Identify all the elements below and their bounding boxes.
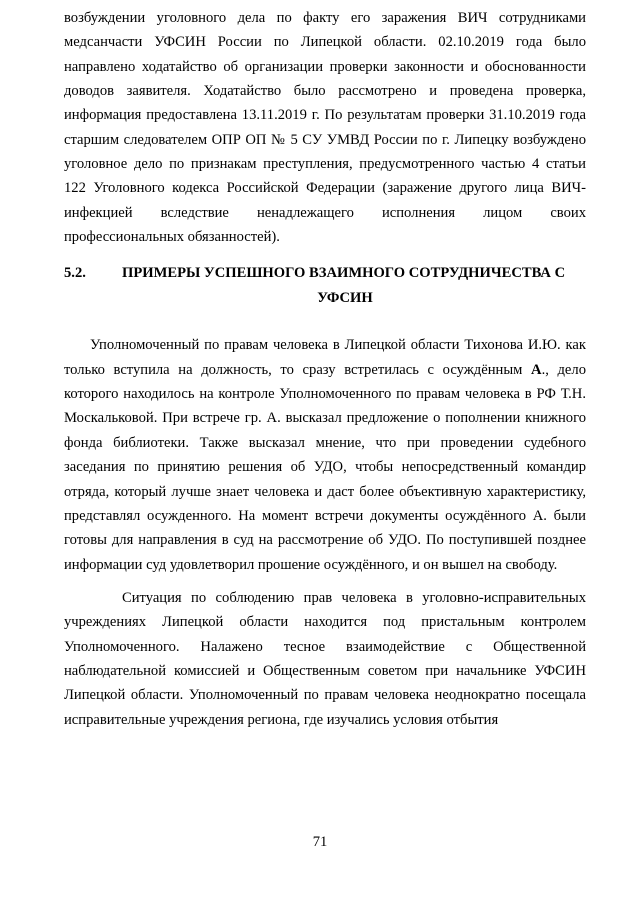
- page-number: 71: [312, 834, 328, 850]
- paragraph-intro: возбуждении уголовного дела по факту его заражения ВИЧ сотрудниками медсанчасти УФСИН России по Липецкой области. 02.10.2019 года было направлено ходатайство об организации проверки законности и обоснованности доводов заявителя. Ходатайство было рассмотрено и проведена проверка, информация предоставлена 13.11.2019 г. По результатам проверки 31.10.2019 года старшим следователем ОПР ОП № 5 СУ УМВД России по г. Липецку возбуждено уголовное дело по признакам преступления, предусмотренного частью 4 статьи 122 Уголовного кодекса Российской Федерации (заражение другого лица ВИЧ-инфекцией вследствие ненадлежащего исполнения лицом своих профессиональных обязанностей).: [64, 10, 586, 246]
- section-number: 5.2.: [64, 265, 86, 282]
- paragraph-text-part2: ., дело которого находилось на контроле Уполномоченного по правам человека в РФ Т.Н. Москальковой. При встрече гр. А. высказал предложение о пополнении книжного фонда библиотеки. Также высказал мнение, что при проведении судебного заседания по принятию решения об УДО, чтобы непосредственный командир отряда, который лучше знает человека и даст более объективную характеристику, представлял осужденного. На момент встречи документы осуждённого А. были готовы для направления в суд на рассмотрение об УДО. По поступившей позднее информации суд удовлетворил прошение осуждённого, и он вышел на свободу.: [64, 361, 586, 573]
- paragraph-text-part1: Уполномоченный по правам человека в Липецкой области Тихонова И.Ю. как только вступила на должность, то сразу встретилась с осуждённым: [64, 337, 586, 378]
- section-heading: [64, 261, 586, 310]
- section-heading-line1: [64, 261, 586, 286]
- section-title-line1: ПРИМЕРЫ УСПЕШНОГО ВЗАИМНОГО СОТРУДНИЧЕСТВА С: [122, 265, 566, 282]
- paragraph-ombudsman-meeting: [64, 333, 586, 576]
- paragraph-rights-situation: Ситуация по соблюдению прав человека в уголовно-исправительных учреждениях Липецкой области находится под пристальным контролем Уполномоченного. Налажено тесное взаимодействие с Общественной наблюдательной комиссией и Общественным советом при начальнике УФСИН Липецкой области. Уполномоченный по правам человека неоднократно посещала исправительные учреждения региона, где изучались условия отбытия: [64, 589, 586, 728]
- convict-initial-bold: А: [531, 361, 542, 378]
- section-title-line2: УФСИН: [317, 289, 373, 306]
- document-page: [64, 6, 586, 732]
